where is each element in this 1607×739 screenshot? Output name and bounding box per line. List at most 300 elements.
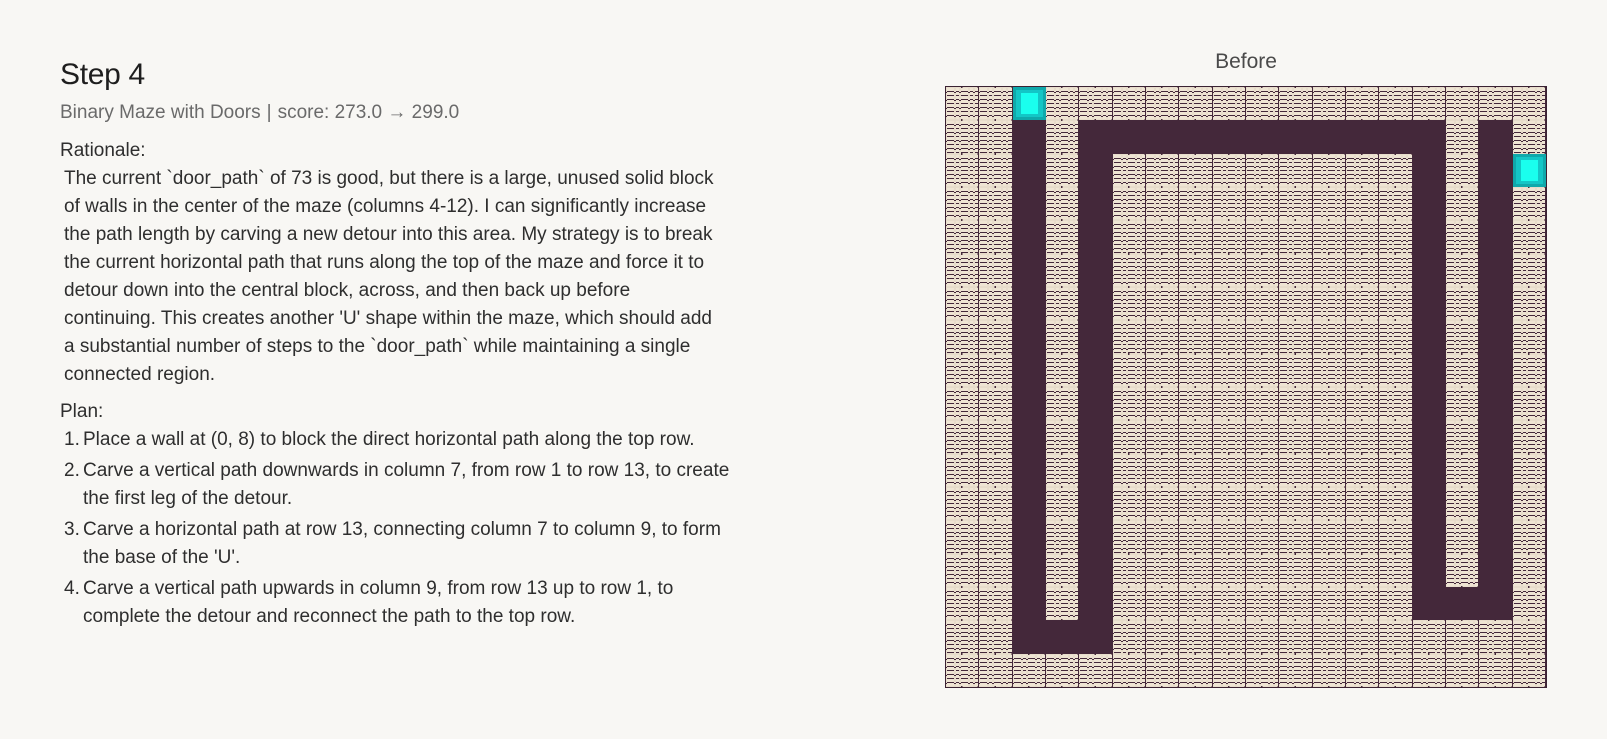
open-tile — [1013, 187, 1046, 220]
wall-tile — [1046, 220, 1079, 253]
wall-tile — [946, 120, 979, 153]
wall-tile — [1379, 287, 1412, 320]
wall-tile — [1113, 520, 1146, 553]
wall-tile — [1279, 654, 1312, 687]
open-tile — [1079, 454, 1112, 487]
open-tile — [1146, 120, 1179, 153]
plan-list — [60, 426, 740, 631]
wall-tile — [1446, 187, 1479, 220]
wall-tile — [1513, 87, 1546, 120]
wall-tile — [1213, 587, 1246, 620]
open-tile — [1413, 587, 1446, 620]
plan-step-number: 4. — [64, 578, 80, 599]
wall-tile — [946, 354, 979, 387]
wall-tile — [1279, 354, 1312, 387]
wall-tile — [1279, 87, 1312, 120]
wall-tile — [1113, 554, 1146, 587]
wall-tile — [1279, 420, 1312, 453]
open-tile — [1413, 520, 1446, 553]
wall-tile — [1313, 654, 1346, 687]
wall-tile — [1113, 154, 1146, 187]
wall-tile — [1313, 287, 1346, 320]
open-tile — [1079, 554, 1112, 587]
maze-panel — [945, 50, 1547, 688]
wall-tile — [1113, 220, 1146, 253]
wall-tile — [1146, 554, 1179, 587]
open-tile — [1479, 254, 1512, 287]
open-tile — [1379, 120, 1412, 153]
wall-tile — [1046, 287, 1079, 320]
rationale-label: Rationale: — [60, 140, 146, 161]
wall-tile — [1346, 654, 1379, 687]
wall-tile — [1313, 87, 1346, 120]
plan-step — [64, 457, 740, 513]
open-tile — [1479, 454, 1512, 487]
wall-tile — [1446, 254, 1479, 287]
wall-tile — [1279, 187, 1312, 220]
wall-tile — [1213, 87, 1246, 120]
wall-tile — [979, 387, 1012, 420]
wall-tile — [1179, 620, 1212, 653]
maze-grid — [945, 86, 1547, 688]
wall-tile — [1179, 87, 1212, 120]
open-tile — [1413, 487, 1446, 520]
wall-tile — [1346, 487, 1379, 520]
separator: | — [266, 102, 272, 123]
wall-tile — [1046, 120, 1079, 153]
wall-tile — [1246, 420, 1279, 453]
wall-tile — [979, 454, 1012, 487]
wall-tile — [1346, 87, 1379, 120]
plan-step-text: Carve a vertical path upwards in column 9, from row 13 up to row 1, to complete the detour and reconnect the path to the top row. — [83, 578, 674, 627]
wall-tile — [1113, 620, 1146, 653]
open-tile — [1013, 520, 1046, 553]
wall-tile — [1513, 354, 1546, 387]
wall-tile — [1379, 254, 1412, 287]
open-tile — [1479, 520, 1512, 553]
wall-tile — [1146, 454, 1179, 487]
wall-tile — [1446, 620, 1479, 653]
wall-tile — [1046, 454, 1079, 487]
open-tile — [1479, 420, 1512, 453]
wall-tile — [1213, 287, 1246, 320]
wall-tile — [1379, 554, 1412, 587]
wall-tile — [1313, 587, 1346, 620]
wall-tile — [1246, 520, 1279, 553]
wall-tile — [1346, 587, 1379, 620]
wall-tile — [1279, 520, 1312, 553]
open-tile — [1079, 520, 1112, 553]
open-tile — [1013, 154, 1046, 187]
open-tile — [1479, 587, 1512, 620]
wall-tile — [1246, 654, 1279, 687]
open-tile — [1013, 620, 1046, 653]
wall-tile — [1346, 254, 1379, 287]
wall-tile — [1446, 120, 1479, 153]
open-tile — [1079, 154, 1112, 187]
wall-tile — [1379, 87, 1412, 120]
wall-tile — [1379, 654, 1412, 687]
wall-tile — [1279, 620, 1312, 653]
open-tile — [1046, 620, 1079, 653]
wall-tile — [979, 220, 1012, 253]
wall-tile — [1313, 520, 1346, 553]
wall-tile — [979, 587, 1012, 620]
wall-tile — [1446, 487, 1479, 520]
open-tile — [1413, 187, 1446, 220]
open-tile — [1079, 620, 1112, 653]
wall-tile — [1246, 554, 1279, 587]
open-tile — [1079, 354, 1112, 387]
wall-tile — [1279, 287, 1312, 320]
wall-tile — [1213, 320, 1246, 353]
step-description — [60, 58, 740, 634]
open-tile — [1413, 354, 1446, 387]
wall-tile — [979, 154, 1012, 187]
wall-tile — [1379, 387, 1412, 420]
wall-tile — [1179, 287, 1212, 320]
open-tile — [1413, 220, 1446, 253]
wall-tile — [1046, 387, 1079, 420]
open-tile — [1413, 387, 1446, 420]
wall-tile — [1213, 420, 1246, 453]
open-tile — [1079, 120, 1112, 153]
wall-tile — [1213, 620, 1246, 653]
plan-step-text: Carve a horizontal path at row 13, connecting column 7 to column 9, to form the base of the 'U'. — [83, 519, 721, 568]
wall-tile — [1079, 87, 1112, 120]
open-tile — [1479, 120, 1512, 153]
wall-tile — [1179, 454, 1212, 487]
wall-tile — [1279, 587, 1312, 620]
wall-tile — [979, 320, 1012, 353]
wall-tile — [1246, 154, 1279, 187]
wall-tile — [1446, 454, 1479, 487]
open-tile — [1079, 287, 1112, 320]
wall-tile — [1113, 87, 1146, 120]
wall-tile — [1146, 220, 1179, 253]
wall-tile — [979, 187, 1012, 220]
wall-tile — [1513, 320, 1546, 353]
wall-tile — [1513, 220, 1546, 253]
wall-tile — [1246, 254, 1279, 287]
wall-tile — [1379, 620, 1412, 653]
wall-tile — [1513, 587, 1546, 620]
wall-tile — [1246, 487, 1279, 520]
wall-tile — [1513, 454, 1546, 487]
wall-tile — [1146, 287, 1179, 320]
wall-tile — [1513, 654, 1546, 687]
open-tile — [1246, 120, 1279, 153]
wall-tile — [1179, 654, 1212, 687]
wall-tile — [1213, 187, 1246, 220]
wall-tile — [1046, 154, 1079, 187]
wall-tile — [1046, 87, 1079, 120]
wall-tile — [1179, 520, 1212, 553]
wall-tile — [1179, 420, 1212, 453]
open-tile — [1413, 254, 1446, 287]
wall-tile — [1313, 320, 1346, 353]
wall-tile — [1146, 487, 1179, 520]
wall-tile — [946, 254, 979, 287]
wall-tile — [1013, 654, 1046, 687]
open-tile — [1079, 587, 1112, 620]
wall-tile — [1179, 554, 1212, 587]
rationale-text: The current `door_path` of 73 is good, but there is a large, unused solid block of walls in the center of the maze (columns 4-12). I can significantly increase the path length by carving a new detour into this area. My strategy is to break the current horizontal path that runs along the top of the maze and force it to detour down into the central block, across, and then back up before continuing. This creates another 'U' shape within the maze, which should add a substantial number of steps to the `door_path` while maintaining a single connected region. — [64, 168, 714, 385]
wall-tile — [1113, 454, 1146, 487]
wall-tile — [1446, 287, 1479, 320]
wall-tile — [1446, 520, 1479, 553]
wall-tile — [946, 554, 979, 587]
wall-tile — [1479, 654, 1512, 687]
wall-tile — [1079, 654, 1112, 687]
open-tile — [1013, 354, 1046, 387]
wall-tile — [1379, 220, 1412, 253]
wall-tile — [946, 587, 979, 620]
wall-tile — [1346, 187, 1379, 220]
panel-title: Before — [1215, 50, 1277, 73]
wall-tile — [1213, 487, 1246, 520]
wall-tile — [1313, 487, 1346, 520]
wall-tile — [1379, 354, 1412, 387]
open-tile — [1013, 554, 1046, 587]
open-tile — [1313, 120, 1346, 153]
door-tile — [1013, 87, 1046, 120]
wall-tile — [1313, 387, 1346, 420]
wall-tile — [1346, 420, 1379, 453]
wall-tile — [1246, 320, 1279, 353]
wall-tile — [1313, 554, 1346, 587]
wall-tile — [1213, 254, 1246, 287]
wall-tile — [1046, 254, 1079, 287]
open-tile — [1479, 220, 1512, 253]
wall-tile — [1179, 187, 1212, 220]
open-tile — [1079, 220, 1112, 253]
open-tile — [1413, 554, 1446, 587]
plan-step-number: 1. — [64, 429, 80, 450]
plan-step-text: Place a wall at (0, 8) to block the direct horizontal path along the top row. — [83, 429, 695, 450]
open-tile — [1013, 254, 1046, 287]
wall-tile — [1146, 587, 1179, 620]
wall-tile — [979, 120, 1012, 153]
open-tile — [1479, 287, 1512, 320]
wall-tile — [1179, 320, 1212, 353]
wall-tile — [1246, 620, 1279, 653]
wall-tile — [979, 354, 1012, 387]
wall-tile — [1113, 320, 1146, 353]
wall-tile — [946, 87, 979, 120]
wall-tile — [1513, 254, 1546, 287]
wall-tile — [1279, 220, 1312, 253]
wall-tile — [979, 554, 1012, 587]
wall-tile — [1413, 87, 1446, 120]
wall-tile — [1179, 487, 1212, 520]
wall-tile — [1513, 420, 1546, 453]
wall-tile — [1379, 154, 1412, 187]
plan-step — [64, 575, 740, 631]
wall-tile — [1379, 487, 1412, 520]
wall-tile — [1346, 454, 1379, 487]
wall-tile — [1113, 187, 1146, 220]
wall-tile — [979, 87, 1012, 120]
wall-tile — [1279, 487, 1312, 520]
plan-label: Plan: — [60, 401, 104, 422]
open-tile — [1279, 120, 1312, 153]
open-tile — [1413, 420, 1446, 453]
wall-tile — [1313, 254, 1346, 287]
wall-tile — [946, 287, 979, 320]
wall-tile — [1346, 554, 1379, 587]
wall-tile — [1213, 554, 1246, 587]
open-tile — [1479, 487, 1512, 520]
door-tile — [1513, 154, 1546, 187]
open-tile — [1079, 254, 1112, 287]
wall-tile — [979, 620, 1012, 653]
wall-tile — [946, 320, 979, 353]
open-tile — [1479, 354, 1512, 387]
open-tile — [1479, 187, 1512, 220]
wall-tile — [1179, 220, 1212, 253]
wall-tile — [1413, 620, 1446, 653]
open-tile — [1079, 420, 1112, 453]
wall-tile — [946, 620, 979, 653]
score-change: score: 273.0 → 299.0 — [277, 102, 460, 123]
wall-tile — [1313, 154, 1346, 187]
wall-tile — [1346, 620, 1379, 653]
wall-tile — [1146, 320, 1179, 353]
open-tile — [1413, 287, 1446, 320]
page-title: Step 4 — [60, 58, 145, 91]
open-tile — [1013, 487, 1046, 520]
plan-step-text: Carve a vertical path downwards in column 7, from row 1 to row 13, to create the first leg of the detour. — [83, 460, 730, 509]
wall-tile — [1046, 187, 1079, 220]
wall-tile — [1279, 154, 1312, 187]
wall-tile — [1046, 587, 1079, 620]
wall-tile — [1346, 520, 1379, 553]
wall-tile — [1146, 387, 1179, 420]
wall-tile — [1279, 254, 1312, 287]
wall-tile — [1113, 287, 1146, 320]
open-tile — [1413, 120, 1446, 153]
open-tile — [1479, 554, 1512, 587]
wall-tile — [1213, 220, 1246, 253]
wall-tile — [1246, 454, 1279, 487]
plan-step — [64, 426, 740, 454]
wall-tile — [1179, 154, 1212, 187]
wall-tile — [1113, 587, 1146, 620]
open-tile — [1013, 220, 1046, 253]
open-tile — [1079, 320, 1112, 353]
open-tile — [1413, 320, 1446, 353]
wall-tile — [1046, 554, 1079, 587]
subtitle — [60, 102, 740, 124]
wall-tile — [1379, 420, 1412, 453]
plan-step-number: 2. — [64, 460, 80, 481]
wall-tile — [1213, 654, 1246, 687]
wall-tile — [946, 154, 979, 187]
wall-tile — [1513, 487, 1546, 520]
wall-tile — [1513, 287, 1546, 320]
open-tile — [1113, 120, 1146, 153]
wall-tile — [1346, 387, 1379, 420]
wall-tile — [1146, 254, 1179, 287]
open-tile — [1413, 154, 1446, 187]
wall-tile — [979, 254, 1012, 287]
wall-tile — [1346, 320, 1379, 353]
open-tile — [1013, 120, 1046, 153]
open-tile — [1479, 154, 1512, 187]
wall-tile — [1179, 387, 1212, 420]
open-tile — [1079, 387, 1112, 420]
wall-tile — [1313, 220, 1346, 253]
wall-tile — [946, 487, 979, 520]
wall-tile — [1513, 387, 1546, 420]
wall-tile — [1446, 387, 1479, 420]
open-tile — [1013, 454, 1046, 487]
wall-tile — [1513, 187, 1546, 220]
wall-tile — [1146, 520, 1179, 553]
wall-tile — [1313, 187, 1346, 220]
wall-tile — [1513, 620, 1546, 653]
open-tile — [1479, 320, 1512, 353]
wall-tile — [1146, 154, 1179, 187]
wall-tile — [1113, 487, 1146, 520]
wall-tile — [1379, 320, 1412, 353]
open-tile — [1079, 487, 1112, 520]
open-tile — [1013, 387, 1046, 420]
wall-tile — [1113, 254, 1146, 287]
wall-tile — [1046, 487, 1079, 520]
wall-tile — [1446, 654, 1479, 687]
wall-tile — [1379, 587, 1412, 620]
wall-tile — [1179, 254, 1212, 287]
wall-tile — [1313, 420, 1346, 453]
wall-tile — [1513, 520, 1546, 553]
wall-tile — [1046, 420, 1079, 453]
plan-step — [64, 516, 740, 572]
wall-tile — [1446, 354, 1479, 387]
wall-tile — [1379, 454, 1412, 487]
wall-tile — [1179, 587, 1212, 620]
wall-tile — [1446, 87, 1479, 120]
wall-tile — [1213, 354, 1246, 387]
open-tile — [1446, 587, 1479, 620]
wall-tile — [1113, 654, 1146, 687]
wall-tile — [1179, 354, 1212, 387]
wall-tile — [1113, 387, 1146, 420]
open-tile — [1213, 120, 1246, 153]
wall-tile — [1146, 87, 1179, 120]
wall-tile — [1113, 354, 1146, 387]
wall-tile — [1446, 220, 1479, 253]
wall-tile — [1213, 154, 1246, 187]
wall-tile — [1279, 320, 1312, 353]
wall-tile — [946, 520, 979, 553]
wall-tile — [979, 520, 1012, 553]
wall-tile — [1279, 454, 1312, 487]
wall-tile — [1279, 387, 1312, 420]
wall-tile — [1246, 587, 1279, 620]
open-tile — [1079, 187, 1112, 220]
wall-tile — [1046, 320, 1079, 353]
wall-tile — [1513, 554, 1546, 587]
wall-tile — [1346, 154, 1379, 187]
wall-tile — [1479, 620, 1512, 653]
wall-tile — [1246, 220, 1279, 253]
wall-tile — [1346, 287, 1379, 320]
wall-tile — [1246, 387, 1279, 420]
open-tile — [1013, 587, 1046, 620]
wall-tile — [1146, 420, 1179, 453]
